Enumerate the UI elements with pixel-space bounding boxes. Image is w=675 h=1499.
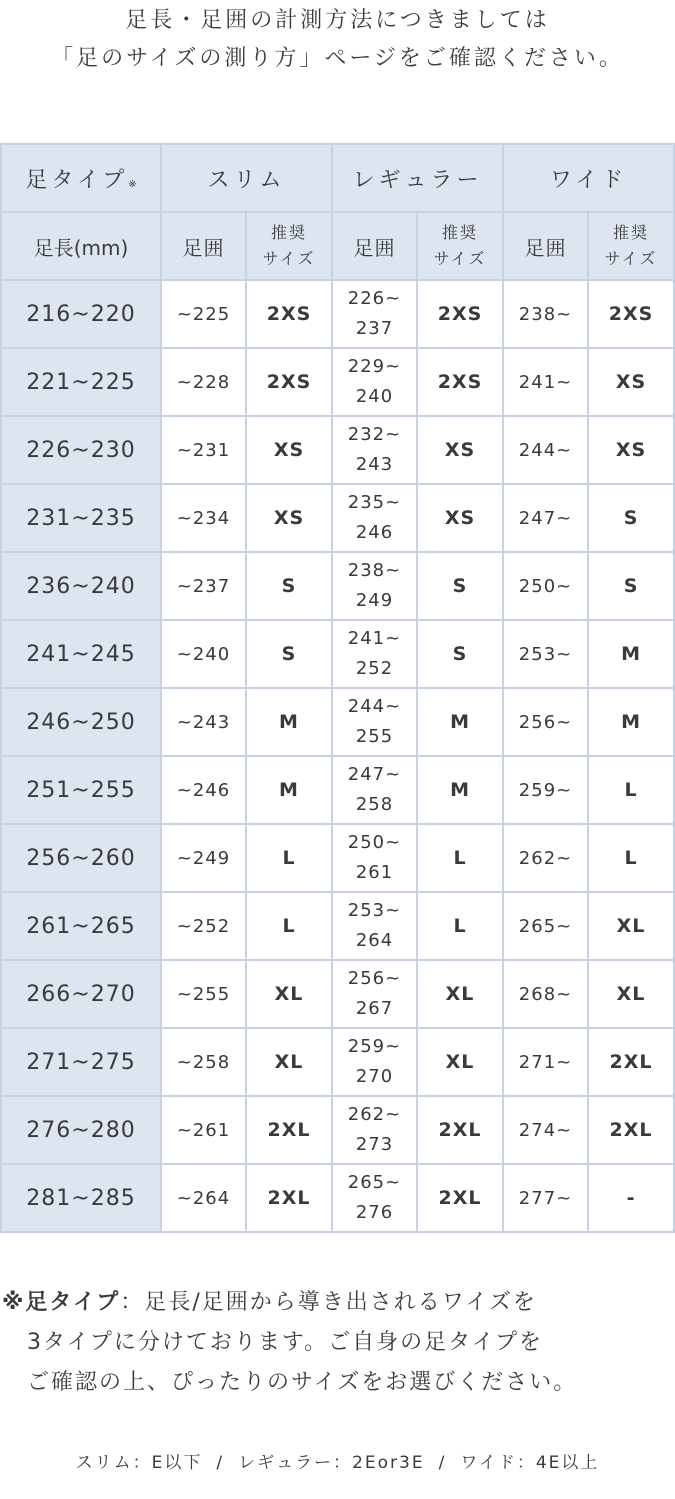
wide-girth-cell: 274~ — [504, 1097, 589, 1165]
wide-girth-cell: 238~ — [504, 281, 589, 349]
regular-girth-min: 232~ — [347, 424, 402, 445]
slim-girth-cell: ~246 — [162, 757, 247, 825]
wide-girth-cell: 277~ — [504, 1165, 589, 1233]
wide-size-cell: - — [589, 1165, 675, 1233]
intro-text — [0, 0, 675, 78]
regular-size-cell: XS — [418, 417, 504, 485]
regular-girth-min: 247~ — [347, 764, 402, 785]
regular-rec-header: 推奨 サイズ — [418, 213, 504, 281]
table-row — [0, 1165, 675, 1233]
regular-girth-min: 244~ — [347, 696, 402, 717]
slim-girth-cell: ~225 — [162, 281, 247, 349]
table-row — [0, 757, 675, 825]
regular-girth-min: 250~ — [347, 832, 402, 853]
foot-length-cell: 251~255 — [0, 757, 162, 825]
table-row — [0, 825, 675, 893]
slim-girth-cell: ~237 — [162, 553, 247, 621]
regular-girth-max: 252 — [355, 658, 394, 679]
regular-size-cell: 2XS — [418, 349, 504, 417]
regular-girth-max: 267 — [355, 998, 394, 1019]
regular-girth-min: 265~ — [347, 1172, 402, 1193]
slim-size-cell: XS — [247, 417, 333, 485]
wide-size-cell: 2XL — [589, 1097, 675, 1165]
regular-girth-min: 235~ — [347, 492, 402, 513]
regular-girth-cell — [333, 1097, 418, 1165]
regular-girth-cell — [333, 621, 418, 689]
slim-girth-cell: ~231 — [162, 417, 247, 485]
wide-girth-cell: 253~ — [504, 621, 589, 689]
legend-separator: / — [216, 1453, 225, 1473]
regular-girth-max: 255 — [355, 726, 394, 747]
slim-girth-cell: ~264 — [162, 1165, 247, 1233]
regular-size-cell: S — [418, 553, 504, 621]
foot-length-cell: 246~250 — [0, 689, 162, 757]
regular-header: レギュラー — [333, 143, 504, 213]
note-line-3: ご確認の上、ぴったりのサイズをお選びください。 — [27, 1370, 578, 1395]
table-row — [0, 621, 675, 689]
foot-length-cell: 221~225 — [0, 349, 162, 417]
slim-girth-header: 足囲 — [162, 213, 247, 281]
wide-girth-cell: 265~ — [504, 893, 589, 961]
regular-girth-header: 足囲 — [333, 213, 418, 281]
wide-header: ワイド — [504, 143, 675, 213]
wide-girth-cell: 250~ — [504, 553, 589, 621]
foot-length-cell: 236~240 — [0, 553, 162, 621]
wide-girth-header: 足囲 — [504, 213, 589, 281]
header-row-columns — [0, 213, 675, 281]
regular-girth-cell — [333, 757, 418, 825]
slim-girth-cell: ~255 — [162, 961, 247, 1029]
slim-size-cell: 2XS — [247, 349, 333, 417]
regular-size-cell: XL — [418, 1029, 504, 1097]
slim-size-cell: M — [247, 689, 333, 757]
wide-girth-cell: 259~ — [504, 757, 589, 825]
wide-size-cell: S — [589, 485, 675, 553]
regular-girth-cell — [333, 689, 418, 757]
regular-girth-max: 276 — [355, 1202, 394, 1223]
regular-size-cell: 2XL — [418, 1165, 504, 1233]
foot-length-cell: 256~260 — [0, 825, 162, 893]
table-row — [0, 1097, 675, 1165]
regular-girth-cell — [333, 349, 418, 417]
intro-line-2: 「足のサイズの測り方」ページをご確認ください。 — [51, 46, 624, 71]
table-row — [0, 349, 675, 417]
wide-girth-cell: 247~ — [504, 485, 589, 553]
regular-girth-min: 253~ — [347, 900, 402, 921]
slim-girth-cell: ~228 — [162, 349, 247, 417]
wide-size-cell: 2XL — [589, 1029, 675, 1097]
wide-size-cell: XL — [589, 893, 675, 961]
regular-girth-max: 249 — [355, 590, 394, 611]
slim-girth-cell: ~249 — [162, 825, 247, 893]
wide-girth-cell: 262~ — [504, 825, 589, 893]
note-line-2: 3タイプに分けております。ご自身の足タイプを — [27, 1330, 544, 1355]
regular-girth-min: 241~ — [347, 628, 402, 649]
size-chart-table — [0, 143, 675, 1233]
regular-size-cell: S — [418, 621, 504, 689]
wide-size-cell: L — [589, 757, 675, 825]
wide-size-cell: L — [589, 825, 675, 893]
foot-type-header — [0, 143, 162, 213]
wide-girth-cell: 256~ — [504, 689, 589, 757]
regular-girth-max: 243 — [355, 454, 394, 475]
slim-size-cell: 2XL — [247, 1097, 333, 1165]
foot-length-cell: 281~285 — [0, 1165, 162, 1233]
wide-size-cell: S — [589, 553, 675, 621]
table-row — [0, 553, 675, 621]
table-row — [0, 281, 675, 349]
regular-size-cell: M — [418, 757, 504, 825]
table-row — [0, 893, 675, 961]
slim-size-cell: XS — [247, 485, 333, 553]
foot-length-cell: 226~230 — [0, 417, 162, 485]
wide-size-cell: M — [589, 689, 675, 757]
slim-girth-cell: ~243 — [162, 689, 247, 757]
regular-girth-max: 261 — [355, 862, 394, 883]
length-header: 足長(mm) — [0, 213, 162, 281]
table-row — [0, 961, 675, 1029]
intro-line-1: 足長・足囲の計測方法につきましては — [125, 8, 550, 33]
regular-girth-max: 258 — [355, 794, 394, 815]
foot-length-cell: 266~270 — [0, 961, 162, 1029]
regular-girth-cell — [333, 1165, 418, 1233]
legend-wide: ワイド：4E以上 — [460, 1453, 600, 1473]
table-row — [0, 689, 675, 757]
foot-type-mark: ※ — [128, 178, 137, 190]
wide-girth-cell: 244~ — [504, 417, 589, 485]
regular-girth-cell — [333, 281, 418, 349]
table-row — [0, 1029, 675, 1097]
wide-rec-header: 推奨 サイズ — [589, 213, 675, 281]
slim-size-cell: S — [247, 553, 333, 621]
regular-size-cell: L — [418, 825, 504, 893]
slim-size-cell: L — [247, 825, 333, 893]
foot-length-cell: 261~265 — [0, 893, 162, 961]
slim-girth-cell: ~252 — [162, 893, 247, 961]
slim-header: スリム — [162, 143, 333, 213]
regular-size-cell: M — [418, 689, 504, 757]
wide-girth-cell: 241~ — [504, 349, 589, 417]
regular-girth-min: 226~ — [347, 288, 402, 309]
legend-slim: スリム：E以下 — [75, 1453, 203, 1473]
slim-size-cell: S — [247, 621, 333, 689]
foot-type-header-label: 足タイプ — [25, 167, 129, 193]
wide-size-cell: XS — [589, 349, 675, 417]
note-colon: ： — [120, 1290, 145, 1315]
regular-girth-max: 240 — [355, 386, 394, 407]
regular-size-cell: XS — [418, 485, 504, 553]
regular-girth-min: 259~ — [347, 1036, 402, 1057]
note-line-1 — [0, 1283, 675, 1323]
slim-size-cell: M — [247, 757, 333, 825]
foot-length-cell: 216~220 — [0, 281, 162, 349]
regular-girth-max: 264 — [355, 930, 394, 951]
foot-length-cell: 271~275 — [0, 1029, 162, 1097]
regular-girth-cell — [333, 1029, 418, 1097]
wide-size-cell: 2XS — [589, 281, 675, 349]
foot-length-cell: 241~245 — [0, 621, 162, 689]
table-row — [0, 417, 675, 485]
slim-size-cell: 2XS — [247, 281, 333, 349]
slim-girth-cell: ~234 — [162, 485, 247, 553]
regular-girth-cell — [333, 485, 418, 553]
regular-girth-min: 256~ — [347, 968, 402, 989]
wide-girth-cell: 268~ — [504, 961, 589, 1029]
regular-size-cell: L — [418, 893, 504, 961]
legend-separator: / — [438, 1453, 447, 1473]
foot-length-cell: 231~235 — [0, 485, 162, 553]
regular-girth-cell — [333, 825, 418, 893]
regular-girth-min: 238~ — [347, 560, 402, 581]
slim-girth-cell: ~240 — [162, 621, 247, 689]
wide-size-cell: M — [589, 621, 675, 689]
regular-girth-max: 246 — [355, 522, 394, 543]
slim-size-cell: XL — [247, 961, 333, 1029]
regular-girth-cell — [333, 417, 418, 485]
slim-girth-cell: ~261 — [162, 1097, 247, 1165]
regular-girth-cell — [333, 893, 418, 961]
wide-size-cell: XL — [589, 961, 675, 1029]
header-row-types — [0, 143, 675, 213]
table-row — [0, 485, 675, 553]
slim-size-cell: L — [247, 893, 333, 961]
regular-girth-max: 270 — [355, 1066, 394, 1087]
legend-regular: レギュラー：2Eor3E — [238, 1453, 425, 1473]
slim-girth-cell: ~258 — [162, 1029, 247, 1097]
note-line-1-text: 足長/足囲から導き出されるワイズを — [144, 1290, 537, 1315]
regular-size-cell: XL — [418, 961, 504, 1029]
note-term: 足タイプ — [25, 1290, 121, 1315]
regular-size-cell: 2XS — [418, 281, 504, 349]
note-mark: ※ — [2, 1290, 26, 1315]
wide-girth-cell: 271~ — [504, 1029, 589, 1097]
regular-girth-max: 273 — [355, 1134, 394, 1155]
slim-rec-header: 推奨 サイズ — [247, 213, 333, 281]
slim-size-cell: 2XL — [247, 1165, 333, 1233]
foot-type-note — [0, 1283, 675, 1403]
regular-girth-cell — [333, 553, 418, 621]
wide-size-cell: XS — [589, 417, 675, 485]
regular-girth-min: 229~ — [347, 356, 402, 377]
slim-size-cell: XL — [247, 1029, 333, 1097]
width-legend — [0, 1448, 675, 1473]
regular-girth-cell — [333, 961, 418, 1029]
regular-girth-max: 237 — [355, 318, 394, 339]
regular-size-cell: 2XL — [418, 1097, 504, 1165]
foot-length-cell: 276~280 — [0, 1097, 162, 1165]
regular-girth-min: 262~ — [347, 1104, 402, 1125]
